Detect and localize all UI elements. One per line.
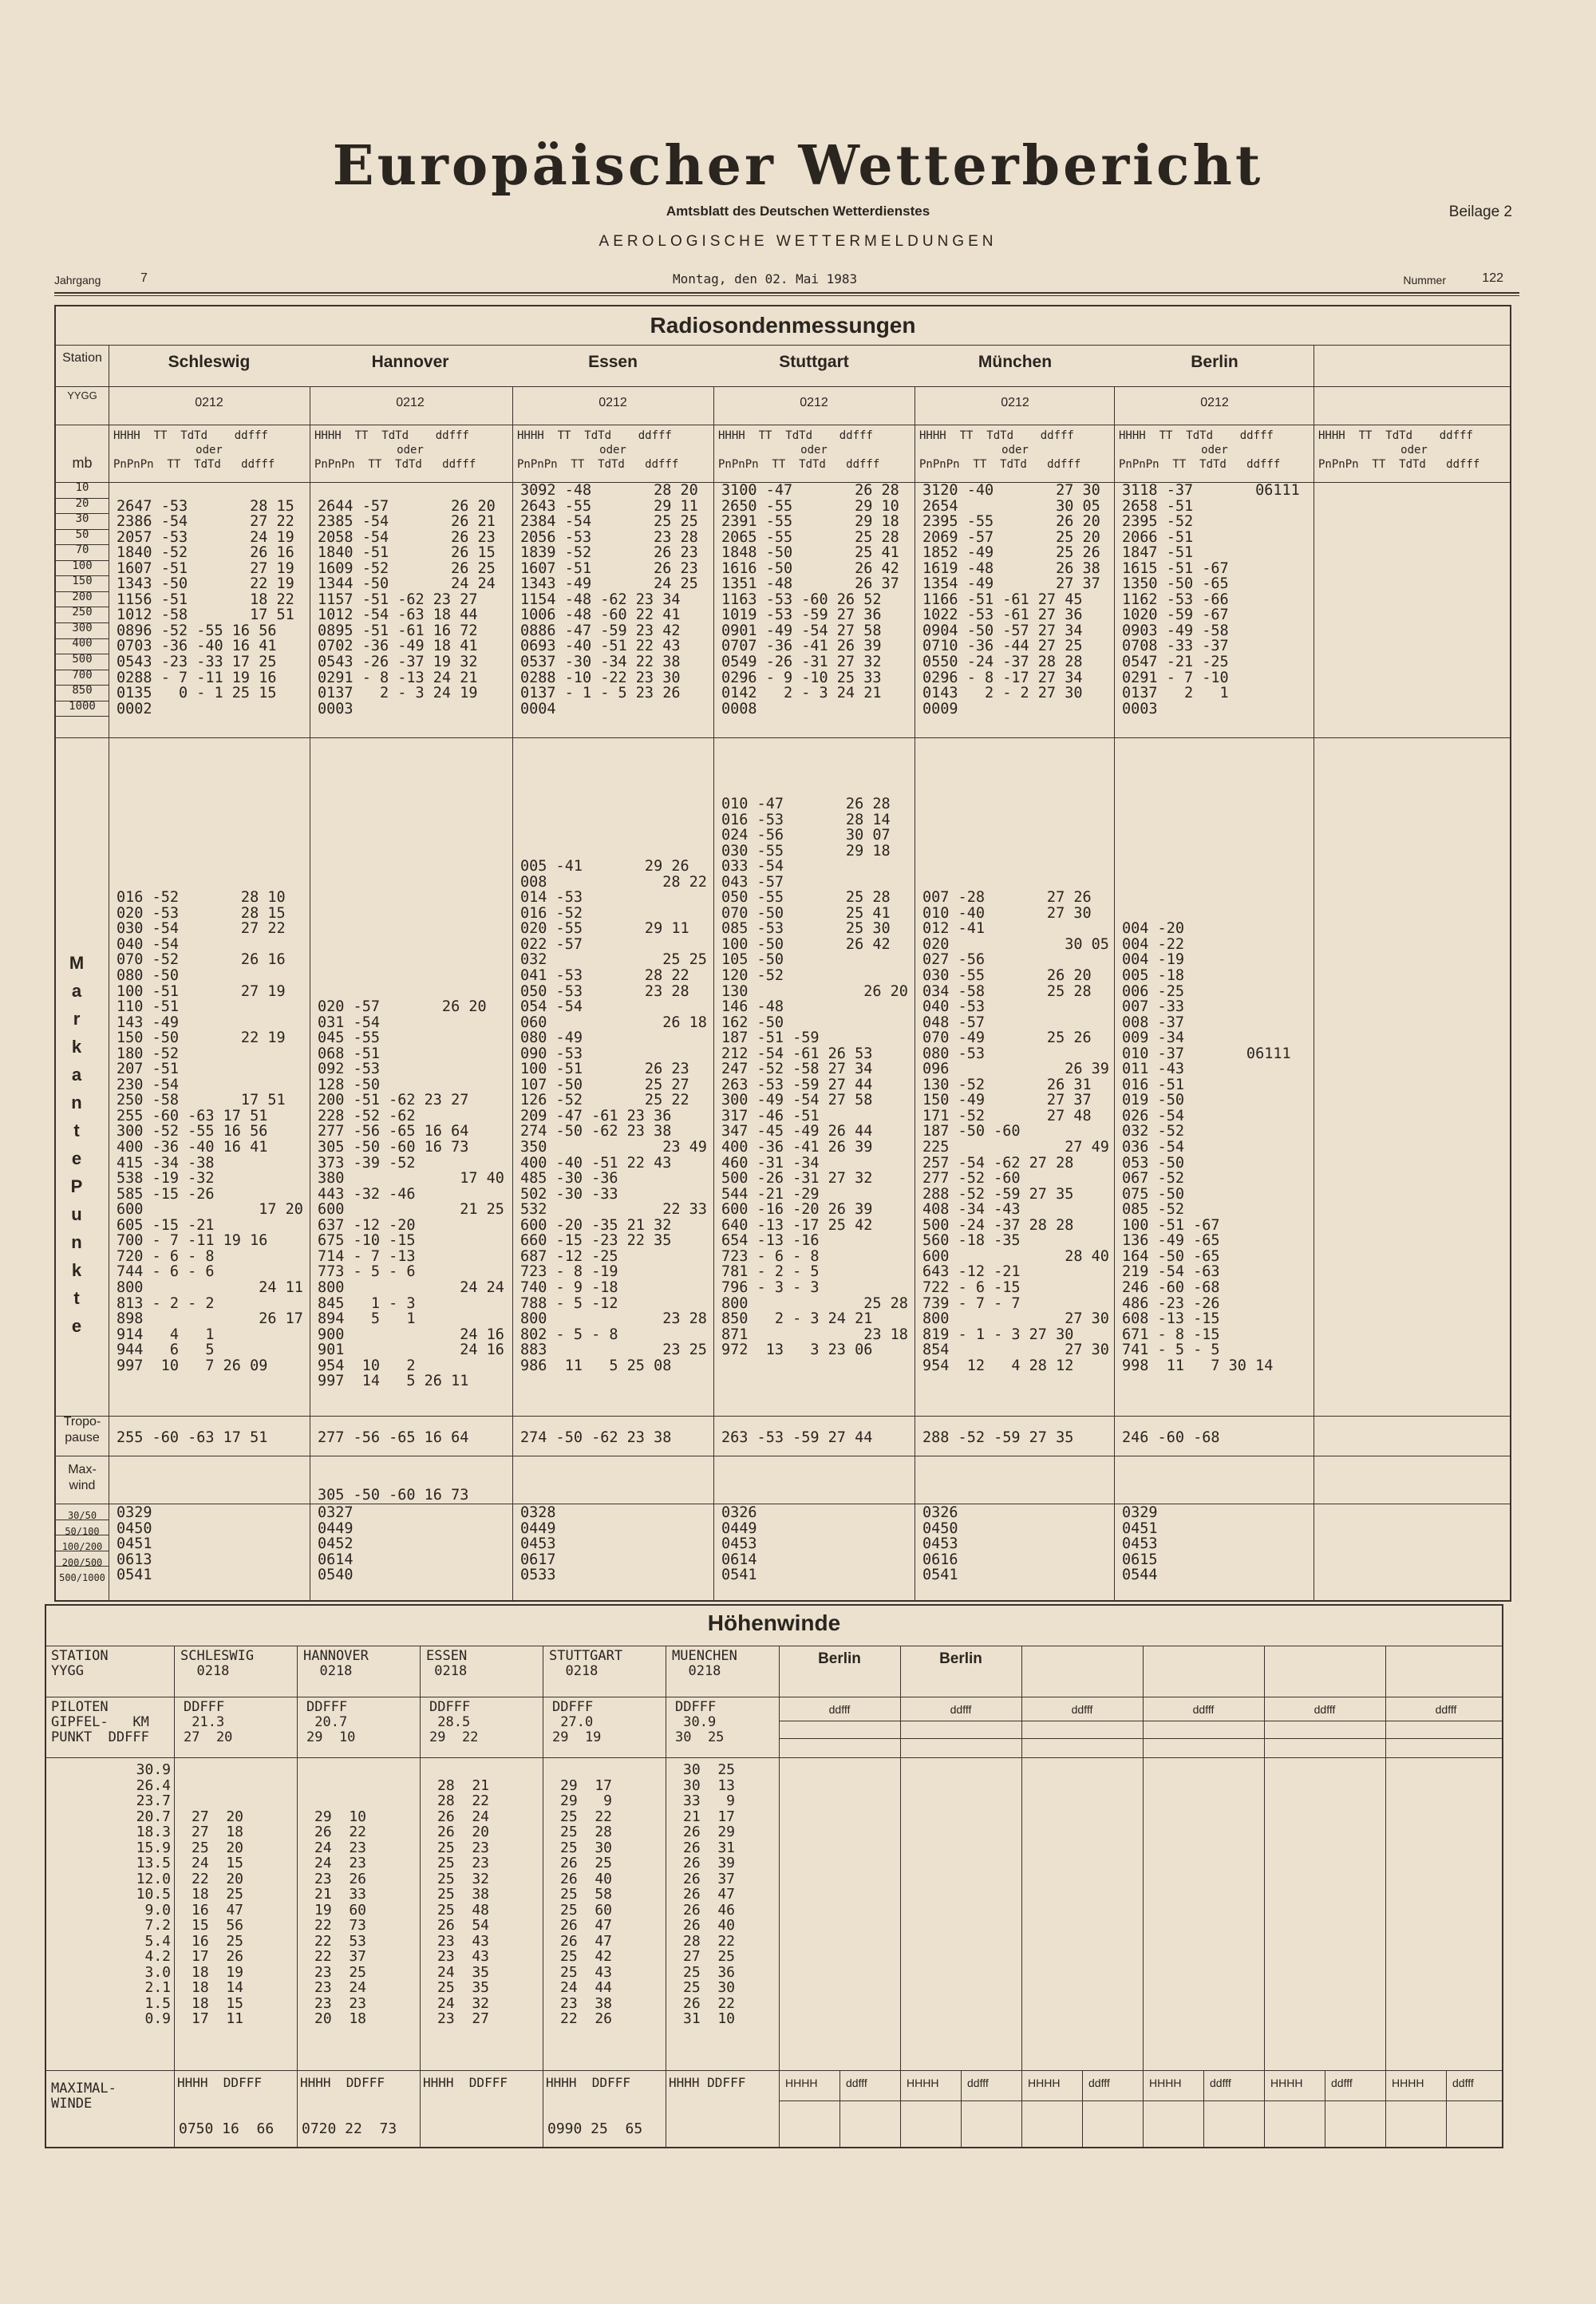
station-yygg: 0212 bbox=[1001, 396, 1029, 409]
wind-values: 27 20 27 18 25 20 24 15 22 20 18 25 16 47 15 56 16 25 17 26 18 19 18 14 18 15 17 11 bbox=[192, 1808, 244, 2027]
column-header: HHHH TT TdTd ddfff bbox=[1318, 429, 1473, 442]
thickness-values: 0329 0450 0451 0613 0541 bbox=[117, 1504, 152, 1584]
ddfff-header: ddfff bbox=[1071, 1703, 1093, 1716]
standard-levels: 2644 -57 26 20 2385 -54 26 21 2058 -54 26 23 1840 -51 26 15 1609 -52 26 25 1344 -50 24 24 1157 -51 -62 23 27 1012 -54 -63 18 44 0895 -51 -61 16 72 0702 -36 -49 18 41 0543 -26 -37 19 32 0291 - 8 -13 24 21 0137 2 - 3 24 19 0003 bbox=[318, 497, 496, 717]
maxwind-header: HHHH DDFFF bbox=[300, 2075, 385, 2090]
series-title: AEROLOGISCHE WETTERMELDUNGEN bbox=[598, 233, 998, 250]
thickness-labels: 30/50 50/100 100/200 200/500 500/1000 bbox=[59, 1510, 105, 1583]
pilot-summit: DDFFF 27.0 29 19 bbox=[552, 1699, 602, 1745]
ddfff-header: ddfff bbox=[846, 2077, 867, 2089]
column-header: PnPnPn TT TdTd ddfff bbox=[314, 458, 476, 471]
radiosonde-table bbox=[54, 305, 1511, 1602]
column-header: HHHH TT TdTd ddfff bbox=[314, 429, 469, 442]
significant-levels: 007 -28 27 26 010 -40 27 30 012 -41 020 30 05 027 -56 030 -55 26 20 034 -58 25 28 040 -53 048 -57 070 -49 25 26 080 -53 096 26 39 130 -52 26 31 150 -49 27 37 171 -52 27 48 187 -50 -60 225 27 49 257 -54 -62 27 28 277 -52 -60 288 -52 -59 27 35 408 -34 -43 500 -24 -37 28 28 560 -18 -35 600 28 40 643 -12 -21 722 - 6 -15 739 - 7 - 7 800 27 30 819 - 1 - 3 27 30 854 27 30 954 12 4 28 12 bbox=[922, 889, 1109, 1374]
column-header: oder bbox=[196, 444, 223, 456]
radiosonde-title: Radiosondenmessungen bbox=[650, 313, 916, 338]
standard-levels: 2647 -53 28 15 2386 -54 27 22 2057 -53 24 19 1840 -52 26 16 1607 -51 27 19 1343 -50 22 19 1156 -51 18 22 1012 -58 17 51 0896 -52 -55 16 56 0703 -36 -40 16 41 0543 -23 -33 17 25 0288 - 7 -11 19 16 0135 0 - 1 25 15 0002 bbox=[117, 497, 294, 717]
ddfff-header: ddfff bbox=[1210, 2077, 1231, 2089]
station-name: Schleswig bbox=[168, 353, 251, 371]
number-value: 122 bbox=[1482, 271, 1503, 285]
grid-line bbox=[56, 345, 1510, 346]
wind-station-name: SCHLESWIG 0218 bbox=[180, 1648, 255, 1679]
hhhh-header: HHHH bbox=[907, 2077, 939, 2089]
station-yygg: 0212 bbox=[800, 396, 828, 409]
column-header: oder bbox=[599, 444, 626, 456]
column-header: oder bbox=[397, 444, 424, 456]
column-header: PnPnPn TT TdTd ddfff bbox=[1318, 458, 1480, 471]
maxwind-header: HHHH DDFFF bbox=[423, 2075, 508, 2090]
column-header: PnPnPn TT TdTd ddfff bbox=[517, 458, 679, 471]
hhhh-header: HHHH bbox=[785, 2077, 818, 2089]
maxwind-header: HHHH DDFFF bbox=[546, 2075, 630, 2090]
column-header: PnPnPn TT TdTd ddfff bbox=[1119, 458, 1281, 471]
grid-line bbox=[56, 1416, 1510, 1417]
issue-meta bbox=[54, 267, 1519, 294]
hhhh-header: HHHH bbox=[1392, 2077, 1424, 2089]
standard-levels: 3100 -47 26 28 2650 -55 29 10 2391 -55 29 18 2065 -55 25 28 1848 -50 25 41 1616 -50 26 42 1351 -48 26 37 1163 -53 -60 26 52 1019 -53 -59 27 36 0901 -49 -54 27 58 0707 -36 -41 26 39 0549 -26 -31 27 32 0296 - 9 -10 25 33 0142 2 - 3 24 21 0008 bbox=[721, 482, 899, 717]
station-yygg: 0212 bbox=[195, 396, 223, 409]
upper-winds-title: Höhenwinde bbox=[707, 1610, 841, 1635]
station-label: Station bbox=[62, 351, 102, 365]
column-header: oder bbox=[1400, 444, 1428, 456]
grid-line bbox=[713, 386, 714, 1602]
column-header: oder bbox=[800, 444, 828, 456]
thickness-values: 0326 0449 0453 0614 0541 bbox=[721, 1504, 757, 1584]
thickness-values: 0327 0449 0452 0614 0540 bbox=[318, 1504, 354, 1584]
tropopause-values: 263 -53 -59 27 44 bbox=[721, 1429, 873, 1446]
station-yygg: 0212 bbox=[1200, 396, 1229, 409]
grid-line bbox=[1446, 2070, 1447, 2148]
standard-levels: 3092 -48 28 20 2643 -55 29 11 2384 -54 25 25 2056 -53 23 28 1839 -52 26 23 1607 -51 26 23 1343 -49 24 25 1154 -48 -62 23 34 1006 -48 -60 22 41 0886 -47 -59 23 42 0693 -40 -51 22 43 0537 -30 -34 22 38 0288 -10 -22 23 30 0137 - 1 - 5 23 26 0004 bbox=[520, 482, 698, 717]
wind-station-name: STUTTGART 0218 bbox=[549, 1648, 623, 1679]
pilot-summit: DDFFF 30.9 30 25 bbox=[675, 1699, 725, 1745]
year-label: Jahrgang bbox=[54, 274, 101, 287]
tropopause-values: 277 -56 -65 16 64 bbox=[318, 1429, 469, 1446]
significant-levels: 004 -20 004 -22 004 -19 005 -18 006 -25 007 -33 008 -37 009 -34 010 -37 06111 011 -43 016 -51 019 -50 026 -54 032 -52 036 -54 053 -50 067 -52 075 -50 085 -52 100 -51 -67 136 -49 -65 164 -50 -65 219 -54 -63 246 -60 -68 486 -23 -26 608 -13 -15 671 - 8 -15 741 - 5 - 5 998 11 7 30 14 bbox=[1122, 920, 1291, 1374]
grid-line bbox=[1114, 386, 1115, 1602]
column-header: HHHH TT TdTd ddfff bbox=[1119, 429, 1274, 442]
hhhh-header: HHHH bbox=[1149, 2077, 1182, 2089]
wind-values: 29 10 26 22 24 23 24 23 23 26 21 33 19 60 22 73 22 53 22 37 23 25 23 24 23 23 20 18 bbox=[314, 1808, 367, 2027]
maxwind-row-label: MAXIMAL- WINDE bbox=[51, 2081, 117, 2112]
berlin-header: Berlin bbox=[939, 1650, 982, 1667]
significant-levels: 020 -57 26 20 031 -54 045 -55 068 -51 092 -53 128 -50 200 -51 -62 23 27 228 -52 -62 277 -56 -65 16 64 305 -50 -60 16 73 373 -39 -52 380 17 40 443 -32 -46 600 21 25 637 -12 -20 675 -10 -15 714 - 7 -13 773 - 5 - 6 800 24 24 845 1 - 3 894 5 1 900 24 16 901 24 16 954 10 2 997 14 5 26 11 bbox=[318, 998, 504, 1390]
grid-line bbox=[56, 386, 1510, 387]
maxwind-value: 0720 22 73 bbox=[302, 2120, 397, 2137]
thickness-values: 0329 0451 0453 0615 0544 bbox=[1122, 1504, 1158, 1584]
pilot-summit: DDFFF 21.3 27 20 bbox=[184, 1699, 233, 1745]
grid-line bbox=[779, 2100, 1502, 2101]
pilot-label: PILOTEN GIPFEL- KM PUNKT DDFFF bbox=[51, 1699, 149, 1745]
grid-line bbox=[512, 386, 513, 1602]
ddfff-header: ddfff bbox=[967, 2077, 989, 2089]
maxwind-value: 0750 16 66 bbox=[179, 2120, 275, 2137]
column-header: PnPnPn TT TdTd ddfff bbox=[919, 458, 1081, 471]
column-header: PnPnPn TT TdTd ddfff bbox=[718, 458, 880, 471]
column-header: oder bbox=[1201, 444, 1228, 456]
number-label: Nummer bbox=[1403, 274, 1446, 287]
pressure-levels: 10 20 30 50 70 100 150 200 250 300 400 500 700 850 1000 bbox=[69, 481, 96, 713]
wind-values: 28 21 28 22 26 24 26 20 25 23 25 23 25 32 25 38 25 48 26 54 23 43 23 43 24 35 25 35 24 32 23 27 bbox=[437, 1776, 490, 2027]
yygg-label: YYGG bbox=[67, 389, 97, 401]
grid-line bbox=[56, 737, 1510, 738]
wind-station-name: MUENCHEN 0218 bbox=[672, 1648, 737, 1679]
station-name: Essen bbox=[588, 353, 638, 371]
pilot-summit: DDFFF 20.7 29 10 bbox=[306, 1699, 356, 1745]
divider bbox=[54, 295, 1519, 296]
tropopause-values: 255 -60 -63 17 51 bbox=[117, 1429, 268, 1446]
ddfff-header: ddfff bbox=[1088, 2077, 1110, 2089]
supplement-label: Beilage 2 bbox=[1448, 204, 1512, 220]
significant-levels: 005 -41 29 26 008 28 22 014 -53 016 -52 020 -55 29 11 022 -57 032 25 25 041 -53 28 22 050 -53 23 28 054 -54 060 26 18 080 -49 090 -53 100 -51 26 23 107 -50 25 27 126 -52 25 22 209 -47 -61 23 36 274 -50 -62 23 38 350 23 49 400 -40 -51 22 43 485 -30 -36 502 -30 -33 532 22 33 600 -20 -35 21 32 660 -15 -23 22 35 687 -12 -25 723 - 8 -19 740 - 9 -18 788 - 5 -12 800 23 28 802 - 5 - 8 883 23 25 986 11 5 25 08 bbox=[520, 858, 707, 1374]
column-header: PnPnPn TT TdTd ddfff bbox=[113, 458, 275, 471]
hhhh-header: HHHH bbox=[1028, 2077, 1061, 2089]
wind-station-label: STATION YYGG bbox=[51, 1648, 109, 1679]
grid-line bbox=[46, 1757, 1502, 1758]
grid-line bbox=[297, 1646, 298, 2148]
grid-line bbox=[46, 2070, 1502, 2071]
station-name: Hannover bbox=[371, 353, 449, 371]
wind-station-name: ESSEN 0218 bbox=[426, 1648, 468, 1679]
maxwind-label: Max- wind bbox=[68, 1463, 97, 1492]
significant-levels: 016 -52 28 10 020 -53 28 15 030 -54 27 22 040 -54 070 -52 26 16 080 -50 100 -51 27 19 110 -51 143 -49 150 -50 22 19 180 -52 207 -51 230 -54 250 -58 17 51 255 -60 -63 17 51 300 -52 -55 16 56 400 -36 -40 16 41 415 -34 -38 538 -19 -32 585 -15 -26 600 17 20 605 -15 -21 700 - 7 -11 19 16 720 - 6 - 8 744 - 6 - 6 800 24 11 813 - 2 - 2 898 26 17 914 4 1 944 6 5 997 10 7 26 09 bbox=[117, 889, 303, 1374]
ddfff-header: ddfff bbox=[1435, 1703, 1457, 1716]
grid-line bbox=[1082, 2070, 1083, 2148]
grid-line bbox=[1203, 2070, 1204, 2148]
significant-levels: 010 -47 26 28 016 -53 28 14 024 -56 30 07 030 -55 29 18 033 -54 043 -57 050 -55 25 28 070 -50 25 41 085 -53 25 30 100 -50 26 42 105 -50 120 -52 130 26 20 146 -48 162 -50 187 -51 -59 212 -54 -61 26 53 247 -52 -58 27 34 263 -53 -59 27 44 300 -49 -54 27 58 317 -46 -51 347 -45 -49 26 44 400 -36 -41 26 39 460 -31 -34 500 -26 -31 27 32 544 -21 -29 600 -16 -20 26 39 640 -13 -17 25 42 654 -13 -16 723 - 6 - 8 781 - 2 - 5 796 - 3 - 3 800 25 28 850 2 - 3 24 21 871 23 18 972 13 3 23 06 bbox=[721, 796, 908, 1359]
station-name: Stuttgart bbox=[779, 353, 849, 371]
column-header: HHHH TT TdTd ddfff bbox=[919, 429, 1074, 442]
berlin-header: Berlin bbox=[818, 1650, 861, 1667]
ddfff-header: ddfff bbox=[1192, 1703, 1215, 1716]
standard-levels: 3120 -40 27 30 2654 30 05 2395 -55 26 20 2069 -57 25 20 1852 -49 25 26 1619 -48 26 38 1354 -49 27 37 1166 -51 -61 27 45 1022 -53 -61 27 36 0904 -50 -57 27 34 0710 -36 -44 27 25 0550 -24 -37 28 28 0296 - 8 -17 27 34 0143 2 - 2 27 30 0009 bbox=[922, 482, 1100, 717]
station-yygg: 0212 bbox=[396, 396, 425, 409]
wind-heights: 30.9 26.4 23.7 20.7 18.3 15.9 13.5 12.0 10.5 9.0 7.2 5.4 4.2 3.0 2.1 1.5 0.9 bbox=[136, 1761, 171, 2027]
column-header: HHHH TT TdTd ddfff bbox=[718, 429, 873, 442]
ddfff-header: ddfff bbox=[1452, 2077, 1474, 2089]
maxwind-values: 305 -50 -60 16 73 bbox=[318, 1487, 469, 1504]
grid-line bbox=[420, 1646, 421, 2148]
wind-station-name: HANNOVER 0218 bbox=[303, 1648, 369, 1679]
pilot-summit: DDFFF 28.5 29 22 bbox=[429, 1699, 479, 1745]
hhhh-header: HHHH bbox=[1270, 2077, 1303, 2089]
tropopause-values: 288 -52 -59 27 35 bbox=[922, 1429, 1074, 1446]
year-value: 7 bbox=[140, 271, 148, 285]
thickness-values: 0326 0450 0453 0616 0541 bbox=[922, 1504, 958, 1584]
tropopause-label: Tropo- pause bbox=[63, 1415, 101, 1444]
grid-line bbox=[839, 2070, 840, 2148]
column-header: HHHH TT TdTd ddfff bbox=[517, 429, 672, 442]
ddfff-header: ddfff bbox=[950, 1703, 972, 1716]
page-title: Europäischer Wetterbericht bbox=[332, 134, 1264, 198]
maxwind-value: 0990 25 65 bbox=[547, 2120, 643, 2137]
ddfff-header: ddfff bbox=[828, 1703, 851, 1716]
column-header: oder bbox=[1001, 444, 1029, 456]
upper-winds-table bbox=[45, 1604, 1503, 2148]
standard-levels: 3118 -37 06111 2658 -51 2395 -52 2066 -51 1847 -51 1615 -51 -67 1350 -50 -65 1162 -53 -66 1020 -59 -67 0903 -49 -58 0708 -33 -37 0547 -21 -25 0291 - 7 -10 0137 2 1 0003 bbox=[1122, 482, 1300, 717]
issue-date: Montag, den 02. Mai 1983 bbox=[673, 271, 858, 287]
maxwind-header: HHHH DDFFF bbox=[177, 2075, 262, 2090]
wind-values: 29 17 29 9 25 22 25 28 25 30 26 25 26 40 25 58 25 60 26 47 26 47 25 42 25 43 24 44 23 38 22 26 bbox=[560, 1776, 613, 2027]
tropopause-values: 274 -50 -62 23 38 bbox=[520, 1429, 672, 1446]
marker-label: M a r k a n t e P u n k t e bbox=[69, 953, 85, 1336]
page-subtitle: Amtsblatt des Deutschen Wetterdienstes bbox=[666, 204, 930, 219]
ddfff-header: ddfff bbox=[1314, 1703, 1336, 1716]
maxwind-header: HHHH DDFFF bbox=[669, 2075, 746, 2090]
wind-values: 30 25 30 13 33 9 21 17 26 29 26 31 26 39 26 37 26 47 26 46 26 40 28 22 27 25 25 36 25 30 26 22 31 10 bbox=[683, 1761, 736, 2027]
grid-line bbox=[174, 1646, 175, 2148]
ddfff-header: ddfff bbox=[1331, 2077, 1353, 2089]
station-name: Berlin bbox=[1191, 353, 1238, 371]
grid-line bbox=[961, 2070, 962, 2148]
grid-line bbox=[779, 1738, 1502, 1739]
station-yygg: 0212 bbox=[598, 396, 627, 409]
grid-line bbox=[56, 716, 109, 717]
mb-label: mb bbox=[72, 455, 93, 471]
station-name: München bbox=[978, 353, 1053, 371]
thickness-values: 0328 0449 0453 0617 0533 bbox=[520, 1504, 556, 1584]
column-header: HHHH TT TdTd ddfff bbox=[113, 429, 268, 442]
tropopause-values: 246 -60 -68 bbox=[1122, 1429, 1220, 1446]
